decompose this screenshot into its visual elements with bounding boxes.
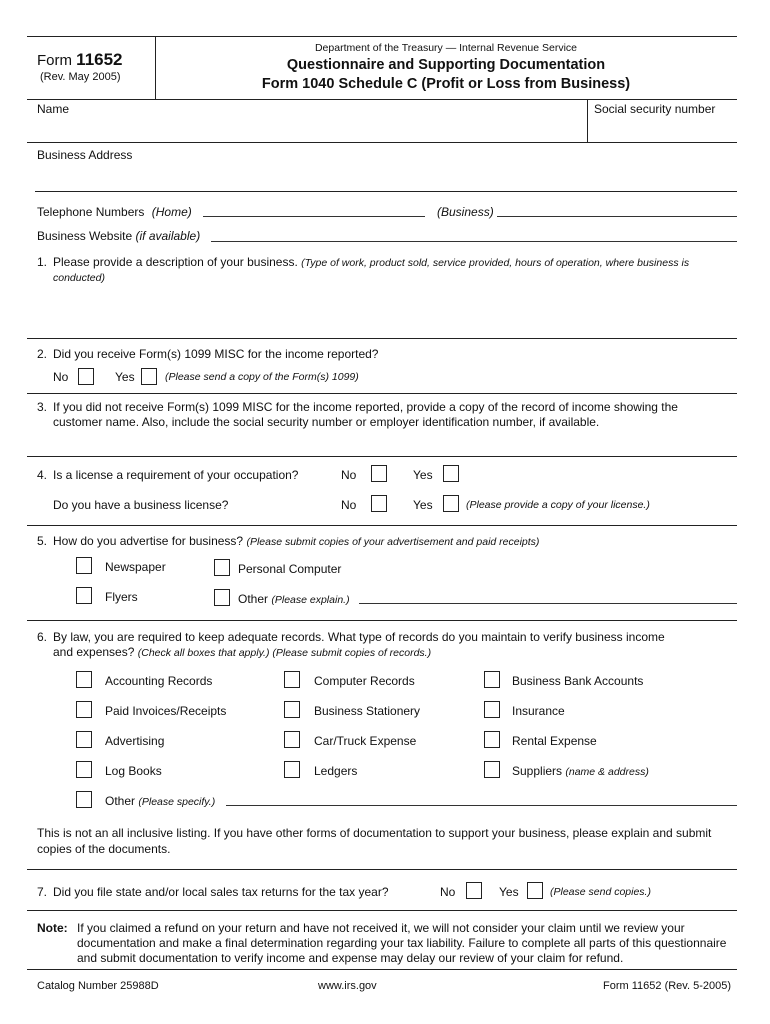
q6-advertising-checkbox[interactable] [76, 731, 92, 748]
form-number-value: 11652 [76, 50, 123, 69]
q6-business-stationery-checkbox[interactable] [284, 701, 300, 718]
q6-suppliers-text: Suppliers [512, 764, 563, 778]
q6-advertising-label: Advertising [105, 734, 165, 748]
q4-sub-text: Do you have a business license? [53, 498, 229, 512]
catalog-number: Catalog Number 25988D [37, 980, 159, 992]
q6-car-truck-label: Car/Truck Expense [314, 734, 417, 748]
q4-no-label: No [341, 468, 357, 482]
q2-yes-checkbox[interactable] [141, 368, 157, 385]
q4-text: Is a license a requirement of your occupation? [53, 468, 299, 482]
q4-yes-checkbox[interactable] [443, 465, 459, 482]
q2-bottom-rule [27, 393, 737, 394]
q1-number: 1. [37, 255, 48, 269]
q7-yes-label: Yes [499, 885, 519, 899]
q4-sub-no-label: No [341, 498, 357, 512]
ssn-divider [587, 99, 588, 142]
form-revision: (Rev. May 2005) [40, 71, 121, 83]
name-label: Name [37, 102, 70, 116]
name-bottom-rule [27, 142, 737, 143]
q6-log-books-label: Log Books [105, 764, 162, 778]
q3-bottom-rule [27, 456, 737, 457]
q6-paid-invoices-label: Paid Invoices/Receipts [105, 704, 227, 718]
q6-rental-expense-checkbox[interactable] [484, 731, 500, 748]
q2-number: 2. [37, 347, 48, 361]
address-label: Business Address [37, 148, 133, 162]
ssn-label: Social security number [594, 102, 716, 116]
q1-question: Please provide a description of your business. [53, 255, 298, 269]
q6-rental-expense-label: Rental Expense [512, 734, 597, 748]
phone-business-label: (Business) [437, 205, 494, 219]
q6-number: 6. [37, 630, 48, 644]
q6-other-label [105, 794, 215, 808]
q5-flyers-label: Flyers [105, 590, 138, 604]
q6-question-end: and expenses? [53, 645, 135, 659]
q6-other-checkbox[interactable] [76, 791, 92, 808]
header-divider [155, 36, 156, 100]
q4-sub-no-checkbox[interactable] [371, 495, 387, 512]
q5-other-text: Other [238, 592, 269, 606]
q6-bank-accounts-label: Business Bank Accounts [512, 674, 644, 688]
q4-bottom-rule [27, 525, 737, 526]
q4-hint: (Please provide a copy of your license.) [466, 499, 650, 511]
q6-car-truck-checkbox[interactable] [284, 731, 300, 748]
note-label: Note: [37, 921, 68, 935]
website-footer[interactable]: www.irs.gov [318, 980, 377, 992]
form-revision-footer: Form 11652 (Rev. 5-2005) [603, 980, 731, 992]
q6-insurance-label: Insurance [512, 704, 565, 718]
q2-no-label: No [53, 370, 69, 384]
form-title-line1: Questionnaire and Supporting Documentation [286, 57, 606, 73]
q5-text [53, 534, 539, 548]
q6-log-books-checkbox[interactable] [76, 761, 92, 778]
q6-suppliers-checkbox[interactable] [484, 761, 500, 778]
q5-personal-computer-checkbox[interactable] [214, 559, 230, 576]
q5-bottom-rule [27, 620, 737, 621]
q3-text: If you did not receive Form(s) 1099 MISC for the income reported, provide a copy of the record of income showing the customer name. Also, include the social security number or employer identification number, if available. [53, 400, 678, 429]
phone-home-label: (Home) [151, 205, 192, 219]
q7-bottom-rule [27, 910, 737, 911]
q1-hint: (Type of work, product sold, service provided, hours of operation, where business is conducted) [53, 257, 690, 284]
q6-insurance-checkbox[interactable] [484, 701, 500, 718]
phone-business-field[interactable] [497, 216, 737, 217]
q5-newspaper-label: Newspaper [105, 560, 166, 574]
q5-other-label [238, 592, 350, 606]
q4-sub-yes-checkbox[interactable] [443, 495, 459, 512]
q5-question: How do you advertise for business? [53, 534, 244, 548]
website-hint: (if available) [135, 229, 201, 243]
q7-no-checkbox[interactable] [466, 882, 482, 899]
q5-personal-computer-label: Personal Computer [238, 562, 342, 576]
q7-no-label: No [440, 885, 456, 899]
agency: Department of the Treasury — Internal Revenue Service [314, 42, 578, 54]
q6-ledgers-label: Ledgers [314, 764, 358, 778]
top-rule [27, 36, 737, 37]
form-number [37, 50, 123, 70]
address-bottom-rule [35, 191, 737, 192]
q5-flyers-checkbox[interactable] [76, 587, 92, 604]
q6-bank-accounts-checkbox[interactable] [484, 671, 500, 688]
q5-other-hint: (Please explain.) [271, 594, 350, 606]
website-label [37, 229, 200, 243]
q6-suppliers-hint: (name & address) [565, 766, 649, 778]
q7-text: Did you file state and/or local sales tax returns for the tax year? [53, 885, 389, 899]
q6-accounting-records-checkbox[interactable] [76, 671, 92, 688]
q6-computer-records-label: Computer Records [314, 674, 415, 688]
q5-number: 5. [37, 534, 48, 548]
q6-hint: (Check all boxes that apply.) (Please submit copies of records.) [137, 647, 432, 659]
q2-yes-label: Yes [115, 370, 135, 384]
q4-number: 4. [37, 468, 48, 482]
q6-text-line2 [53, 645, 431, 659]
q4-yes-label: Yes [413, 468, 433, 482]
q1-bottom-rule [27, 338, 737, 339]
q5-hint: (Please submit copies of your advertisement and paid receipts) [246, 536, 540, 548]
q5-newspaper-checkbox[interactable] [76, 557, 92, 574]
header-bottom-rule [27, 99, 737, 100]
website-label-text: Business Website [37, 229, 133, 243]
q7-number: 7. [37, 885, 48, 899]
q6-accounting-records-label: Accounting Records [105, 674, 213, 688]
q4-sub-yes-label: Yes [413, 498, 433, 512]
q2-hint: (Please send a copy of the Form(s) 1099) [165, 371, 359, 383]
q7-hint: (Please send copies.) [550, 886, 651, 898]
q1-text [53, 255, 739, 285]
q6-bottom-rule [27, 869, 737, 870]
q2-no-checkbox[interactable] [78, 368, 94, 385]
q6-other-field[interactable] [226, 805, 737, 806]
q6-other-hint: (Please specify.) [138, 796, 216, 808]
q6-text-line1: By law, you are required to keep adequate records. What type of records do you maintain to verify business income [53, 630, 665, 644]
q6-business-stationery-label: Business Stationery [314, 704, 421, 718]
q6-suppliers-label [512, 764, 649, 778]
q7-yes-checkbox[interactable] [527, 882, 543, 899]
q2-text: Did you receive Form(s) 1099 MISC for the income reported? [53, 347, 379, 361]
q6-ledgers-checkbox[interactable] [284, 761, 300, 778]
inclusive-note: This is not an all inclusive listing. If you have other forms of documentation to support your business, please explain and submit copies of the documents. [37, 826, 712, 856]
form-title-line2: Form 1040 Schedule C (Profit or Loss from Business) [261, 76, 631, 92]
q5-other-checkbox[interactable] [214, 589, 230, 606]
phone-home-field[interactable] [203, 216, 425, 217]
website-field[interactable] [211, 241, 737, 242]
note-bottom-rule [27, 969, 737, 970]
form-label: Form [37, 52, 72, 69]
phone-label [37, 205, 192, 219]
q6-other-text: Other [105, 794, 136, 808]
q6-computer-records-checkbox[interactable] [284, 671, 300, 688]
q3-number: 3. [37, 400, 48, 414]
note-text: If you claimed a refund on your return and have not received it, we will not consider your claim until we review your documentation and make a final determination regarding your tax liability. Failure to complete all parts of this questionnaire and submit documentation to verify income and expense may delay our review of your claim for refund. [77, 921, 727, 966]
q4-no-checkbox[interactable] [371, 465, 387, 482]
q6-paid-invoices-checkbox[interactable] [76, 701, 92, 718]
q5-other-field[interactable] [359, 603, 737, 604]
phone-label-text: Telephone Numbers [37, 205, 145, 219]
